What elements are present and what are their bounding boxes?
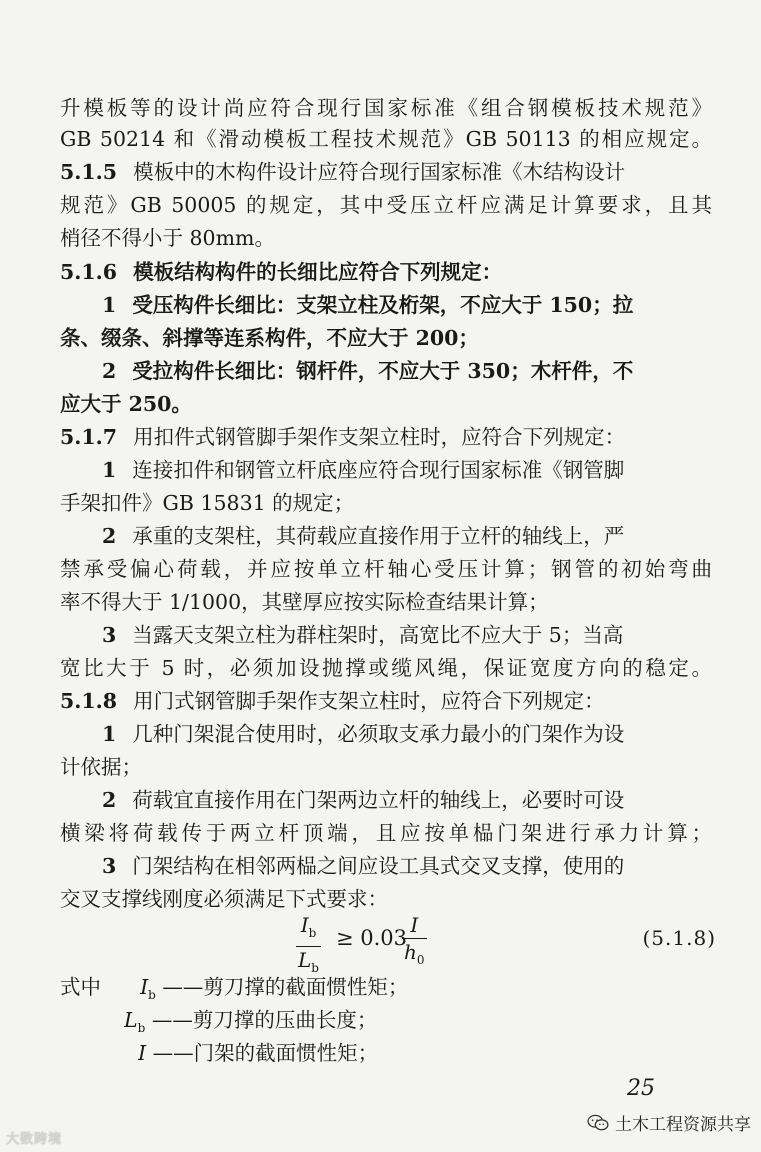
formula-rhs-numerator: I [402, 912, 427, 939]
text-line: 交叉支撑线刚度必须满足下式要求： [60, 887, 388, 911]
formula-lhs-fraction [296, 912, 321, 981]
item-number: 1 [102, 722, 117, 746]
legend-description: ——剪刀撑的压曲长度； [151, 1008, 378, 1032]
text-line: 荷载宜直接作用在门架两边立杆的轴线上，必要时可设 [132, 788, 625, 812]
item-line [102, 455, 712, 485]
text-line: 受压构件长细比：支架立柱及桁架，不应大于 150；拉 [132, 293, 634, 317]
clause-5-1-8 [60, 686, 712, 716]
item-number: 2 [102, 359, 117, 383]
item-line [102, 290, 712, 320]
wechat-icon [587, 1114, 609, 1132]
text-line: 用门式钢管脚手架作支架立柱时，应符合下列规定： [133, 689, 605, 713]
clause-5-1-6 [60, 257, 712, 287]
item-number: 1 [102, 458, 117, 482]
clause-number: 5.1.5 [60, 160, 118, 184]
formula-rhs-fraction [402, 912, 427, 973]
item-number: 3 [102, 854, 117, 878]
clause-5-1-7 [60, 422, 712, 452]
clause-number: 5.1.8 [60, 689, 118, 713]
text-line: 宽比大于 5 时，必须加设抛撑或缆风绳，保证宽度方向的稳定。 [60, 656, 712, 680]
page-number: 25 [627, 1076, 655, 1101]
formula-5-1-8 [296, 912, 716, 975]
item-line [102, 356, 712, 386]
text-line: 条、缀条、斜撑等连系构件，不应大于 200； [60, 326, 479, 350]
text-line: 计依据； [60, 755, 142, 779]
formula-relation: ≥ 0.03 [336, 926, 408, 950]
watermark-right [587, 1110, 751, 1135]
text-line: 当露天支架立柱为群柱架时，高宽比不应大于 5；当高 [132, 623, 624, 647]
text-line: 率不得大于 1/1000，其壁厚应按实际检查结果计算； [60, 590, 549, 614]
text-line: 手架扣件》GB 15831 的规定； [60, 491, 355, 515]
text-line: 连接扣件和钢管立杆底座应符合现行国家标准《钢管脚 [132, 458, 625, 482]
legend-symbol: $L_b$ [124, 1008, 146, 1036]
item-line [102, 851, 712, 881]
item-number: 3 [102, 623, 117, 647]
text-line: 升模板等的设计尚应符合现行国家标准《组合钢模板技术规范》 [60, 96, 712, 120]
legend-symbol: $I_b$ [140, 975, 156, 1003]
legend-description: ——门架的截面惯性矩； [152, 1041, 379, 1065]
text-line: 模板中的木构件设计应符合现行国家标准《木结构设计 [133, 160, 626, 184]
text-line: 禁承受偏心荷载，并应按单立杆轴心受压计算；钢管的初始弯曲 [60, 557, 712, 581]
clause-5-1-5 [60, 157, 712, 187]
watermark-left [6, 1128, 62, 1147]
text-line: 模板结构构件的长细比应符合下列规定： [133, 260, 503, 284]
watermark-text: 土木工程资源共享 [615, 1115, 751, 1135]
legend-description: ——剪刀撑的截面惯性矩； [162, 975, 409, 999]
text-line: 门架结构在相邻两榀之间应设工具式交叉支撑，使用的 [132, 854, 625, 878]
item-number: 1 [102, 293, 117, 317]
item-line [102, 521, 712, 551]
text-line: 承重的支架柱，其荷载应直接作用于立杆的轴线上，严 [132, 524, 625, 548]
clause-number: 5.1.6 [60, 260, 118, 284]
item-line [102, 719, 712, 749]
text-line: 用扣件式钢管脚手架作支架立柱时，应符合下列规定： [133, 425, 626, 449]
text-line: 横梁将荷载传于两立杆顶端，且应按单榀门架进行承力计算； [60, 821, 712, 845]
formula-lhs-denominator: $L_b$ [298, 948, 319, 975]
text-line: 规范》GB 50005 的规定，其中受压立杆应满足计算要求，且其 [60, 193, 712, 217]
watermark-left-text: 大数跨境 [6, 1132, 63, 1147]
clause-number: 5.1.7 [60, 425, 118, 449]
text-line: GB 50214 和《滑动模板工程技术规范》GB 50113 的相应规定。 [60, 127, 712, 151]
text-line: 几种门架混合使用时，必须取支承力最小的门架作为设 [132, 722, 625, 746]
item-line [102, 620, 712, 650]
item-line [102, 785, 712, 815]
text-line: 梢径不得小于 80mm。 [60, 226, 275, 250]
formula-lhs-numerator: $I_b$ [296, 912, 321, 947]
text-line: 应大于 250。 [60, 392, 192, 416]
formula-rhs-denominator: $h_0$ [404, 940, 425, 967]
item-number: 2 [102, 524, 117, 548]
item-number: 2 [102, 788, 117, 812]
legend-symbol: I [138, 1041, 147, 1065]
formula-number: (5.1.8) [642, 926, 716, 950]
legend-prefix: 式中 [60, 975, 101, 999]
text-line: 受拉构件长细比：钢杆件，不应大于 350；木杆件，不 [132, 359, 634, 383]
legend-row-3 [138, 1038, 638, 1068]
